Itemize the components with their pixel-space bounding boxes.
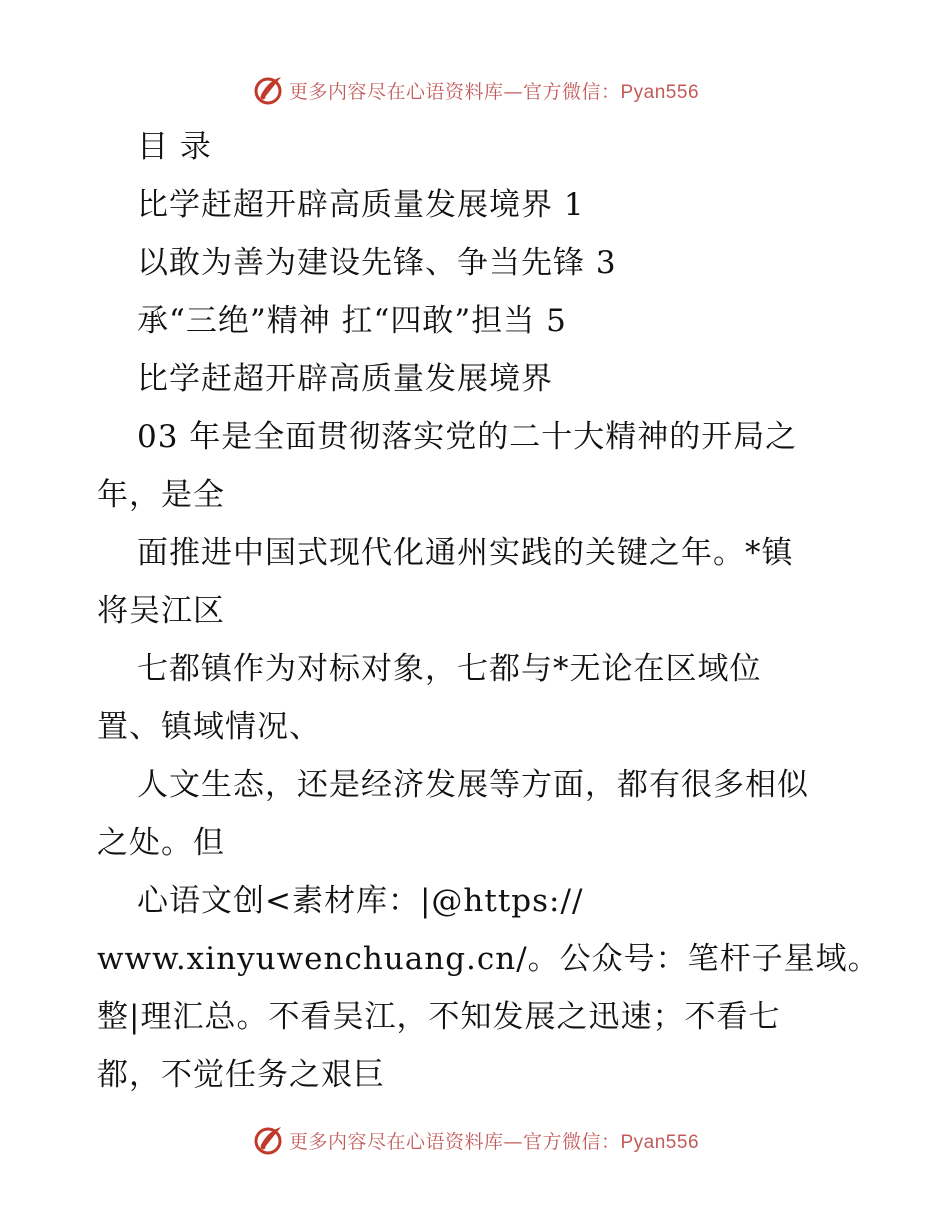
header-watermark-banner <box>0 70 950 110</box>
paragraph-line: 心语文创<素材库：|@https:// <box>137 883 584 919</box>
watermark-text: 更多内容尽在心语资料库—官方微信：Pyan556 <box>288 80 700 103</box>
paragraph-line: 整|理汇总。不看吴江，不知发展之迅速；不看七 <box>97 999 781 1035</box>
watermark-text: 更多内容尽在心语资料库—官方微信：Pyan556 <box>288 1130 700 1153</box>
toc-heading: 目 录 <box>137 129 212 165</box>
paragraph-line: 将吴江区 <box>97 593 225 629</box>
brush-logo-icon <box>251 73 285 107</box>
paragraph-line: 之处。但 <box>97 825 225 861</box>
paragraph-line: 七都镇作为对标对象，七都与*无论在区域位 <box>137 651 762 687</box>
document-body <box>97 118 880 1104</box>
paragraph-line: www.xinyuwenchuang.cn/。公众号：笔杆子星域。 <box>97 941 880 977</box>
toc-item: 以敢为善为建设先锋、争当先锋 3 <box>137 245 617 281</box>
footer-watermark-banner <box>0 1120 950 1160</box>
paragraph-line: 面推进中国式现代化通州实践的关键之年。*镇 <box>137 535 794 571</box>
section-title: 比学赶超开辟高质量发展境界 <box>137 361 553 397</box>
toc-item: 比学赶超开辟高质量发展境界 1 <box>137 187 585 223</box>
paragraph-line: 03 年是全面贯彻落实党的二十大精神的开局之 <box>137 419 798 455</box>
brush-logo-icon <box>251 1123 285 1157</box>
paragraph-line: 都，不觉任务之艰巨 <box>97 1057 385 1093</box>
toc-item: 承“三绝”精神 扛“四敢”担当 5 <box>137 303 567 339</box>
paragraph-line: 年，是全 <box>97 477 225 513</box>
paragraph-line: 人文生态，还是经济发展等方面，都有很多相似 <box>137 767 809 803</box>
paragraph-line: 置、镇域情况、 <box>97 709 321 745</box>
